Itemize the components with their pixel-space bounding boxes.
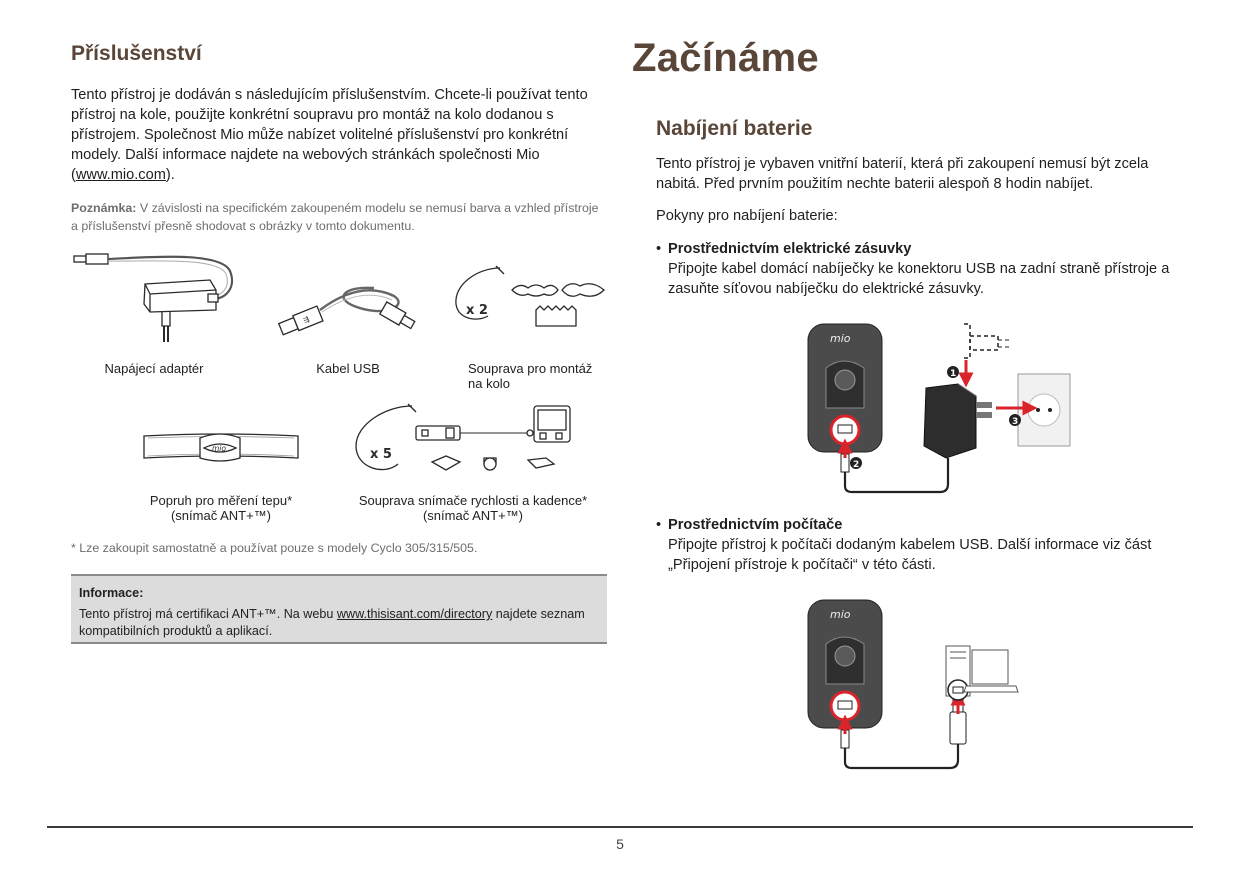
note-text: V závislosti na specifickém zakoupeném modelu se nemusí barva a vzhled přístroje a příslušenství přesně shodovat s obrázky v tomto dokumentu. — [71, 201, 599, 233]
bullet-text: Připojte přístroj k počítači dodaným kabelem USB. Další informace viz část „Připojení přístroje k počítači“ v této části. — [668, 537, 1152, 573]
svg-text:⇶: ⇶ — [302, 315, 311, 325]
accessory-label-usb-cable: Kabel USB — [316, 361, 380, 376]
step-1-number: 1 — [950, 369, 957, 379]
device-logo: mio — [830, 608, 851, 621]
speed-cadence-kit-illustration — [350, 402, 572, 480]
accessories-title: Příslušenství — [71, 42, 202, 65]
note — [71, 199, 607, 235]
accessories-intro: Tento přístroj je dodáván s následujícím příslušenstvím. Chcete-li používat tento přístroj na kole, použijte konkrétní soupravu pro montáž na kolo dodanou s přístrojem. Společnost Mio může nabízet volitelné příslušenství pro konkrétní modely. Další informace najdete na webových stránkách společnosti Mio (www.mio.com). — [71, 87, 588, 183]
accessory-label-heart-rate-strap: Popruh pro měření tepu* (snímač ANT+™) — [149, 493, 293, 523]
chapter-heading: Začínáme — [632, 36, 819, 80]
bullet-computer: • Prostřednictvím počítače Připojte přístroj k počítači dodaným kabelem USB. Další informace viz část „Připojení přístroje k počítači“ v této části. — [656, 515, 1196, 575]
accessory-label-power-adapter: Napájecí adaptér — [104, 361, 204, 376]
bullet-wall-outlet: • Prostřednictvím elektrické zásuvky Připojte kabel domácí nabíječky ke konektoru USB na zadní straně přístroje a zasuňte síťovou nabíječku do elektrické zásuvky. — [656, 239, 1196, 299]
note-label: Poznámka: — [71, 201, 137, 215]
footer-rule — [47, 826, 1193, 828]
device-logo: mio — [830, 332, 851, 345]
heart-rate-strap-illustration — [140, 430, 302, 466]
mount-kit-multiplier: x 2 — [466, 303, 488, 318]
bullet-text: Připojte kabel domácí nabíječky ke konektoru USB na zadní straně přístroje a zasuňte síťovou nabíječku do elektrické zásuvky. — [668, 261, 1170, 297]
bullet-title: Prostřednictvím počítače — [668, 517, 843, 533]
mio-website-link[interactable]: www.mio.com — [75, 167, 166, 183]
bullet-title: Prostřednictvím elektrické zásuvky — [668, 241, 912, 257]
ant-directory-link[interactable]: www.thisisant.com/directory — [336, 607, 493, 621]
charging-instructions-lead: Pokyny pro nabíjení baterie: — [656, 208, 838, 224]
accessory-label-speed-cadence-kit: Souprava snímače rychlosti a kadence* (snímač ANT+™) — [358, 493, 588, 523]
info-box — [71, 574, 607, 644]
wall-charging-illustration — [800, 318, 1075, 496]
footnote: * Lze zakoupit samostatně a používat pouze s modely Cyclo 305/315/505. — [71, 541, 478, 555]
info-text: Tento přístroj má certifikaci ANT+™. Na webu www.thisisant.com/directory najdete seznam kompatibilních produktů a aplikací. — [79, 607, 585, 638]
step-3-number: 3 — [1012, 417, 1019, 427]
accessories-section — [71, 40, 607, 235]
computer-charging-illustration — [800, 594, 1025, 774]
page-number: 5 — [616, 836, 624, 852]
strap-logo: mio — [212, 444, 226, 453]
bike-mount-kit-illustration — [448, 264, 610, 334]
sensor-kit-multiplier: x 5 — [370, 447, 392, 462]
power-adapter-illustration — [70, 246, 240, 351]
usb-cable-illustration — [274, 278, 424, 343]
charging-intro: Tento přístroj je vybaven vnitřní baterií, která při zakoupení nemusí být zcela nabitá. Před prvním použitím nechte baterii alespoň 8 hodin nabíjet. — [656, 156, 1149, 192]
info-title: Informace: — [79, 586, 144, 600]
charging-title: Nabíjení baterie — [656, 117, 813, 140]
step-2-number: 2 — [853, 460, 860, 470]
accessory-label-bike-mount: Souprava pro montáž na kolo — [468, 361, 593, 391]
